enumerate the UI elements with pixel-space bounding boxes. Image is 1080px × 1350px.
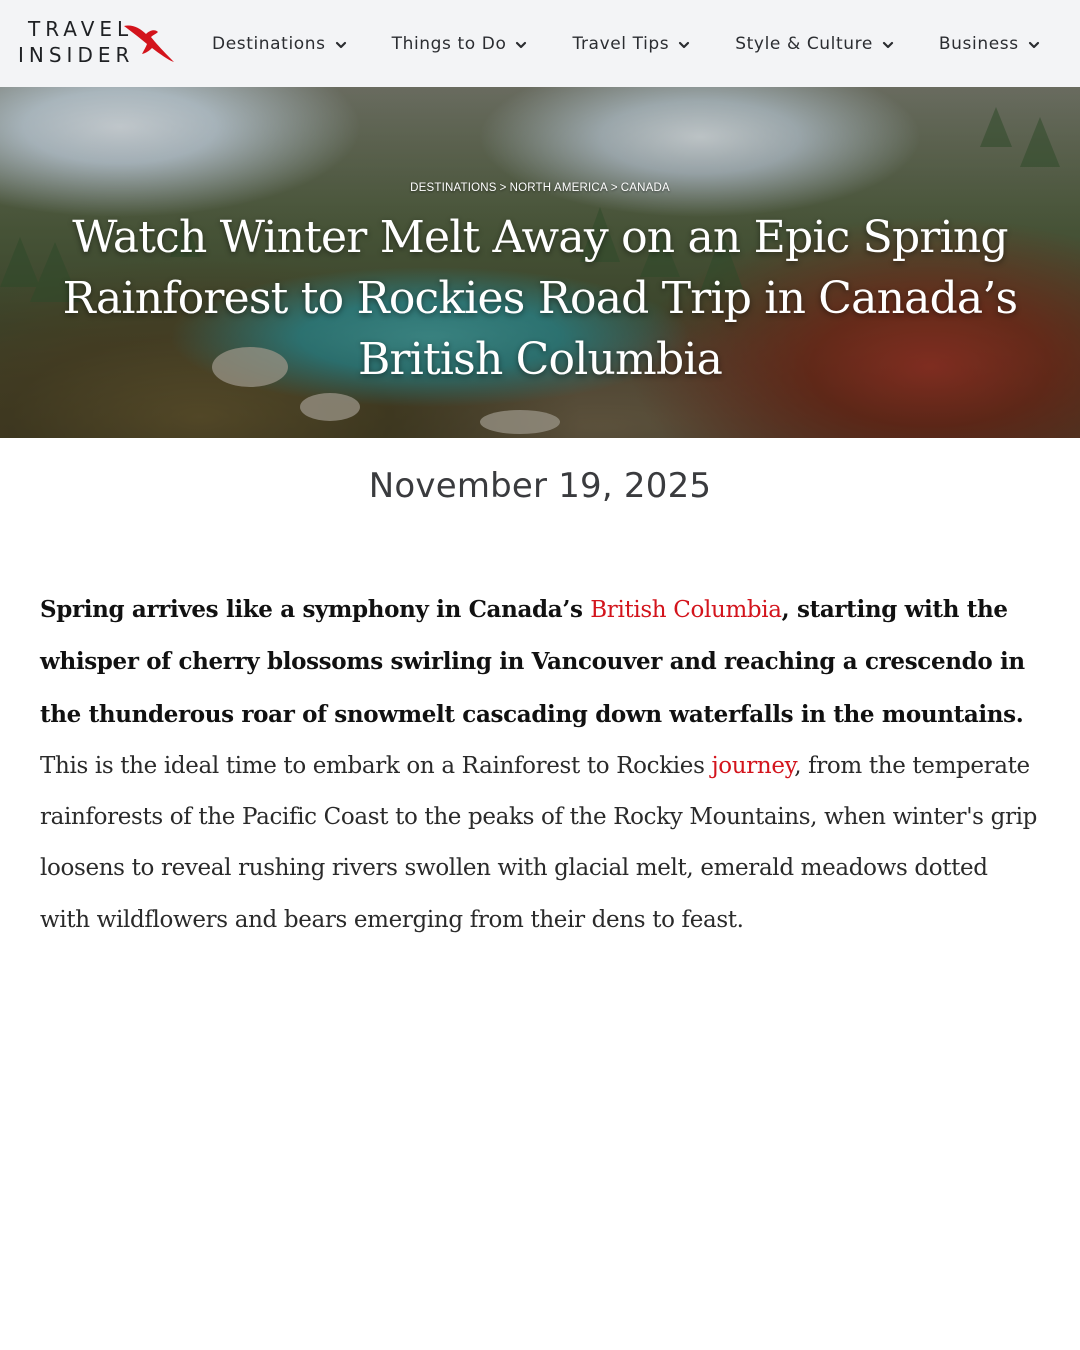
- kangaroo-logo-icon: [122, 20, 176, 64]
- link-british-columbia[interactable]: British Columbia: [590, 597, 782, 623]
- breadcrumb-separator: >: [499, 182, 507, 194]
- chevron-down-icon: [514, 38, 528, 52]
- paragraph-text: This is the ideal time to embark on a Rainforest to Rockies: [40, 752, 712, 779]
- nav-item-label: Things to Do: [391, 33, 507, 54]
- breadcrumb-separator: >: [610, 182, 618, 194]
- article-paragraph: [40, 584, 1040, 946]
- breadcrumb-canada[interactable]: CANADA: [620, 182, 670, 194]
- nav-item-things-to-do[interactable]: [392, 34, 529, 54]
- link-journey[interactable]: journey: [711, 752, 795, 779]
- logo-text-travel: TRAVEL: [28, 17, 134, 41]
- nav-item-label: Destinations: [212, 33, 326, 54]
- chevron-down-icon: [1027, 38, 1041, 52]
- logo-text-insider: INSIDER: [18, 43, 135, 67]
- travel-insider-logo[interactable]: [18, 18, 178, 68]
- site-header: [0, 0, 1080, 87]
- nav-item-travel-tips[interactable]: [572, 34, 691, 54]
- chevron-down-icon: [881, 38, 895, 52]
- breadcrumb-north-america[interactable]: NORTH AMERICA: [509, 182, 608, 194]
- article-title: Watch Winter Melt Away on an Epic Spring Rainforest to Rockies Road Trip in Canada’s British Columbia: [62, 212, 1018, 385]
- article-date: November 19, 2025: [368, 466, 712, 506]
- nav-item-business[interactable]: [939, 34, 1041, 54]
- breadcrumb-destinations[interactable]: DESTINATIONS: [410, 182, 497, 194]
- paragraph-text: Spring arrives like a symphony in Canada’s: [40, 596, 591, 623]
- chevron-down-icon: [677, 38, 691, 52]
- breadcrumb: [0, 182, 1080, 194]
- nav-item-label: Style & Culture: [735, 33, 873, 54]
- paragraph-text: , starting with the whisper of cherry blossoms swirling in Vancouver and reaching a crescendo in the thunderous roar of snowmelt cascading down waterfalls in the mountains.: [40, 596, 1025, 728]
- paragraph-text: , from the temperate rainforests of the Pacific Coast to the peaks of the Rocky Mountains, when winter's grip loosens to reveal rushing rivers swollen with glacial melt, emerald meadows dotted with wildflowers and bears emerging from their dens to feast.: [40, 752, 1037, 933]
- nav-item-destinations[interactable]: [212, 34, 348, 54]
- chevron-down-icon: [334, 38, 348, 52]
- nav-item-label: Business: [938, 33, 1019, 54]
- hero-banner: [0, 87, 1080, 438]
- nav-item-style-culture[interactable]: [735, 34, 895, 54]
- main-nav: [212, 0, 1080, 87]
- nav-item-label: Travel Tips: [572, 33, 670, 54]
